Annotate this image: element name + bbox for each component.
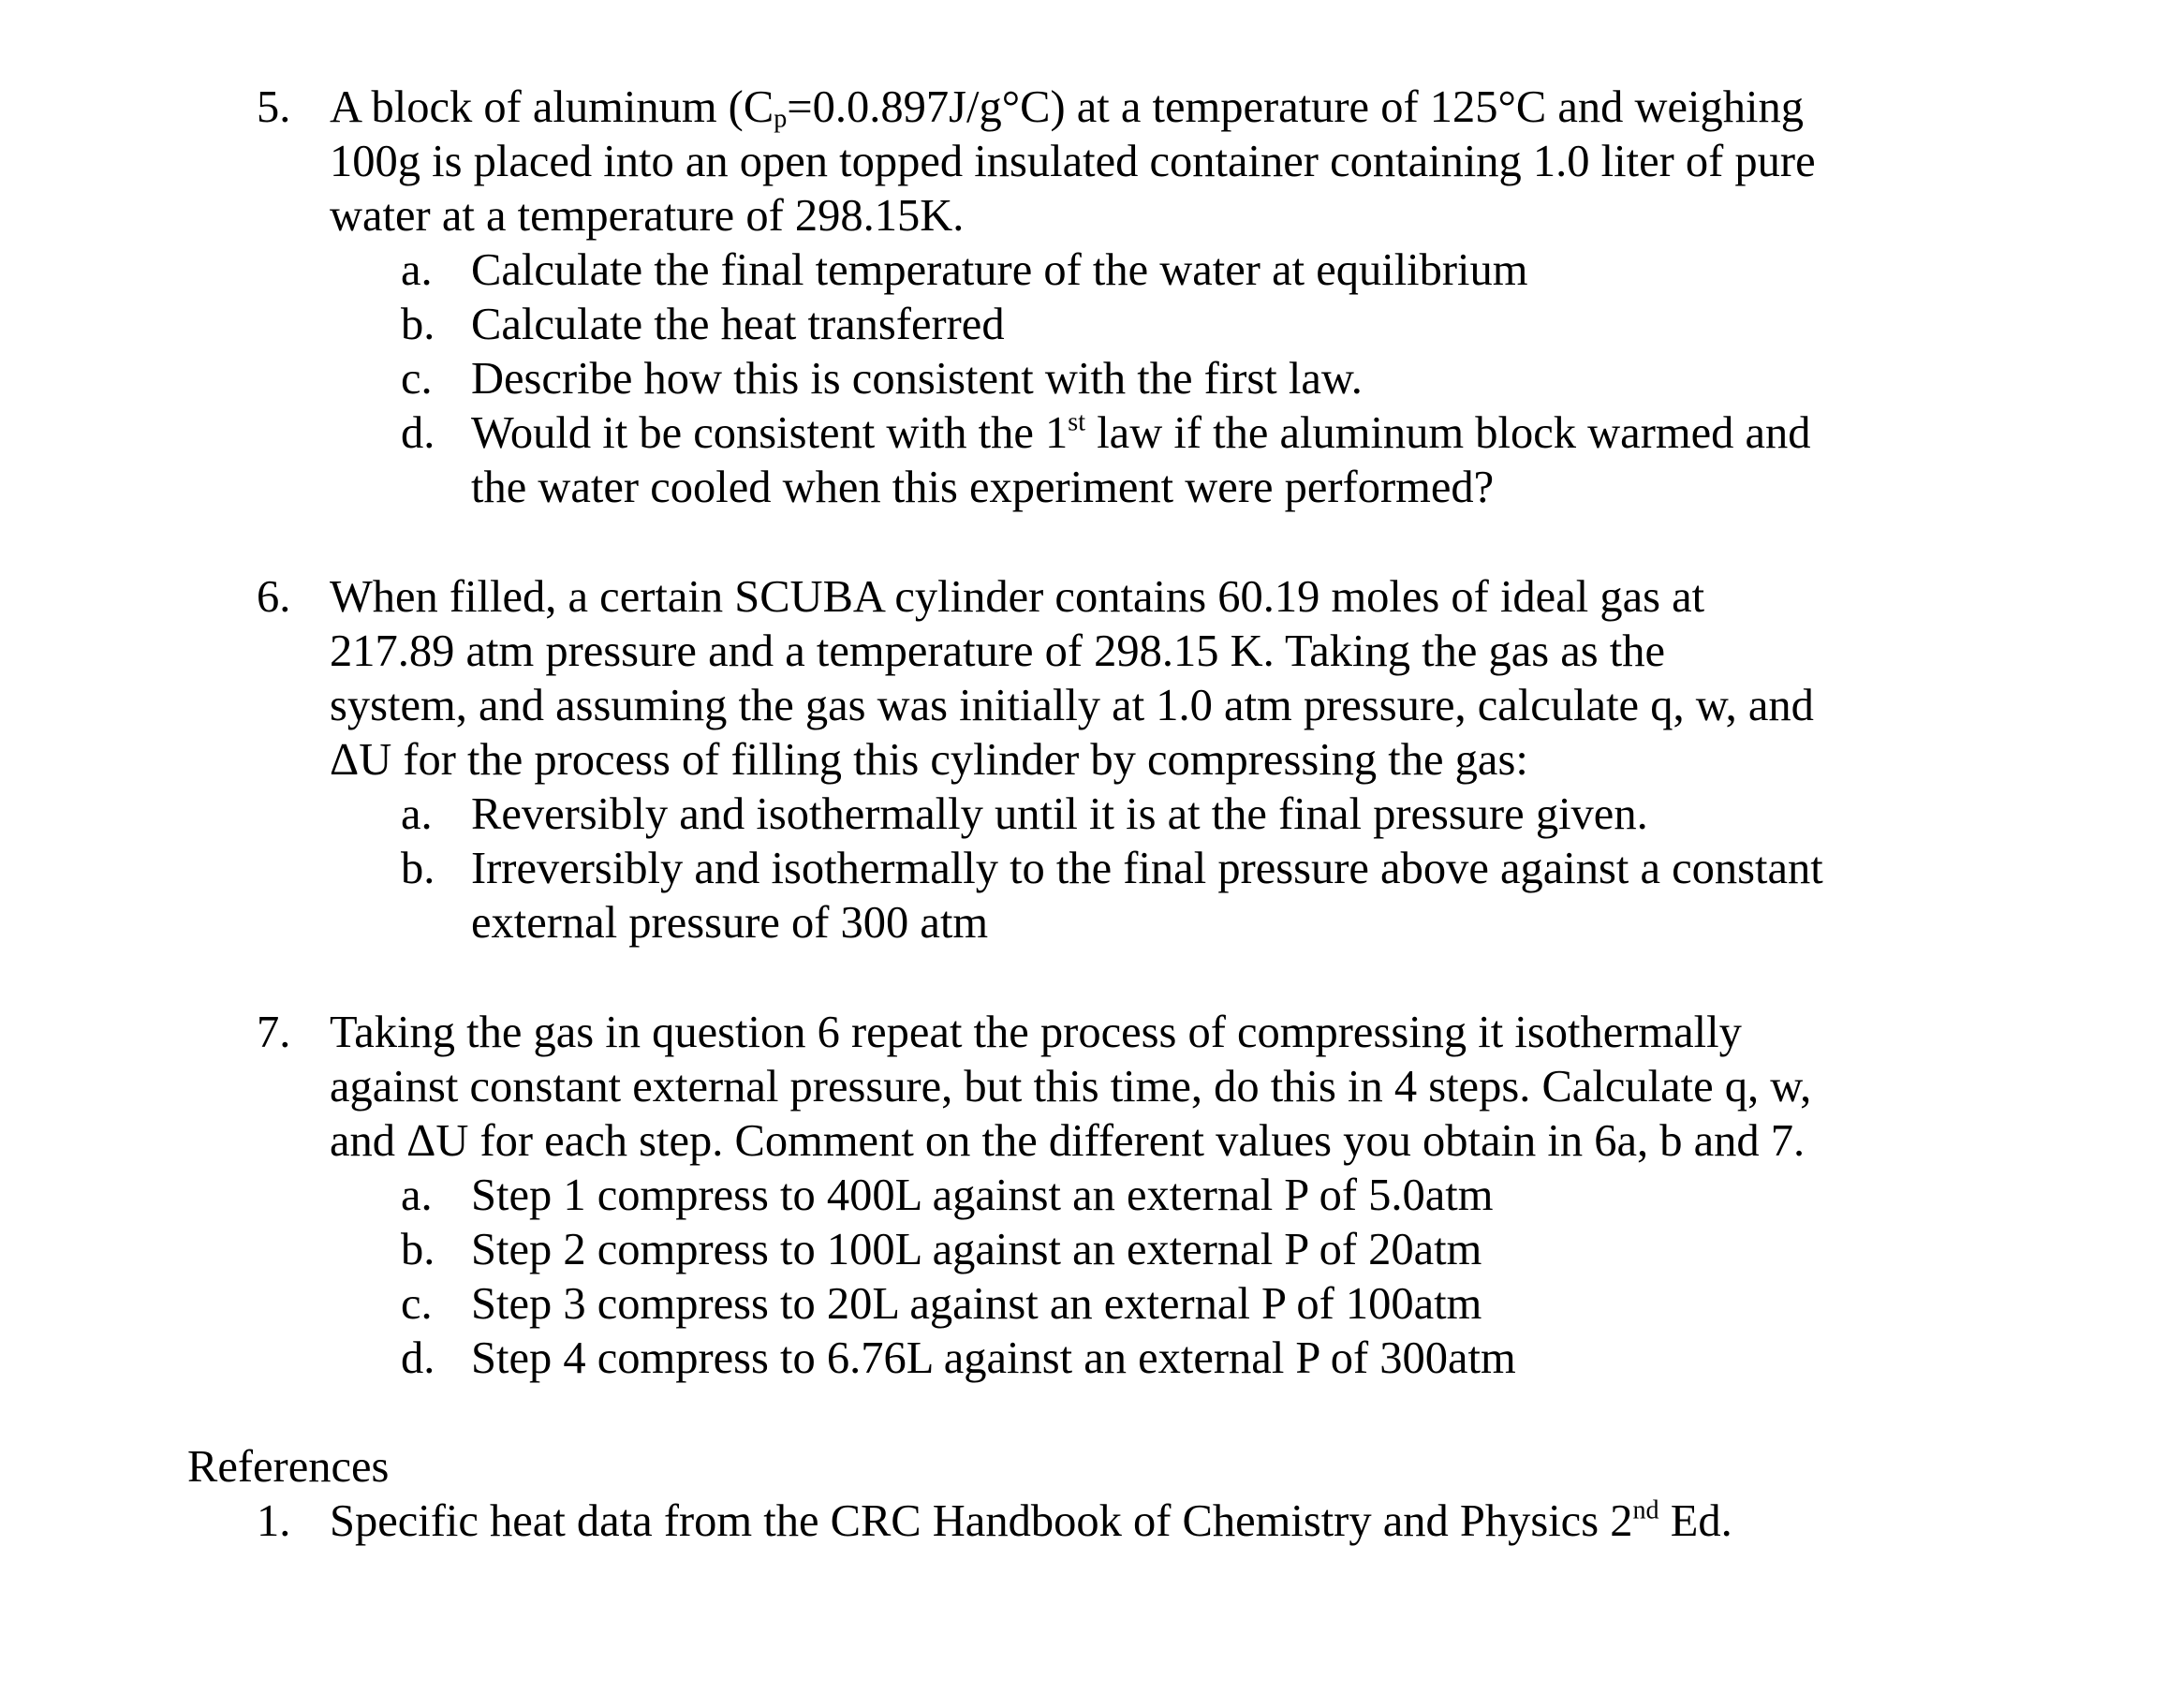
part-text: Calculate the heat transferred — [471, 300, 1005, 349]
part-letter: b. — [401, 1225, 435, 1274]
part-text: Describe how this is consistent with the first law. — [471, 354, 1363, 404]
question-number: 7. — [257, 1008, 291, 1057]
reference-number: 1. — [257, 1496, 291, 1546]
question-text-line: A block of aluminum $(C_p=0.0.897J/g^\circ C)$ at a temperature of 125°C and weighing — [330, 82, 1805, 134]
part-letter: c. — [401, 1279, 433, 1329]
part-text: Reversibly and isothermally until it is at the final pressure given. — [471, 789, 1648, 839]
part-text: Would it be consistent with the 1st law if the aluminum block warmed and — [471, 407, 1811, 458]
reference-text: Specific heat data from the CRC Handbook of Chemistry and Physics 2nd Ed. — [330, 1495, 1732, 1546]
part-letter: d. — [401, 408, 435, 458]
part-letter: b. — [401, 844, 435, 893]
part-text: external pressure of 300 atm — [471, 898, 989, 948]
part-text: the water cooled when this experiment were performed? — [471, 463, 1495, 512]
question-text-line: and ΔU for each step. Comment on the different values you obtain in 6a, b and 7. — [330, 1116, 1806, 1166]
question-text-line: water at a temperature of 298.15K. — [330, 191, 965, 241]
question-number: 6. — [257, 572, 291, 622]
part-letter: a. — [401, 1171, 433, 1220]
references-heading: References — [187, 1442, 390, 1492]
part-letter: b. — [401, 300, 435, 349]
question-text-line: ΔU for the process of filling this cylinder by compressing the gas: — [330, 735, 1528, 785]
part-letter: a. — [401, 245, 433, 295]
part-text: Step 1 compress to 400L against an external P of 5.0atm — [471, 1171, 1494, 1220]
part-text: Step 3 compress to 20L against an external P of 100atm — [471, 1279, 1482, 1329]
question-text-line: 217.89 atm pressure and a temperature of 298.15 K. Taking the gas as the — [330, 626, 1666, 676]
question-text-line: system, and assuming the gas was initially at 1.0 atm pressure, calculate q, w, and — [330, 681, 1814, 730]
part-text: Step 4 compress to 6.76L against an external P of 300atm — [471, 1333, 1516, 1383]
part-letter: c. — [401, 354, 433, 404]
question-text-line: against constant external pressure, but this time, do this in 4 steps. Calculate q, w, — [330, 1062, 1812, 1112]
part-text: Step 2 compress to 100L against an external P of 20atm — [471, 1225, 1482, 1274]
question-number: 5. — [257, 82, 291, 132]
part-text: Irreversibly and isothermally to the final pressure above against a constant — [471, 844, 1823, 893]
part-text: Calculate the final temperature of the water at equilibrium — [471, 245, 1528, 295]
question-text-line: When filled, a certain SCUBA cylinder contains 60.19 moles of ideal gas at — [330, 572, 1705, 622]
part-letter: a. — [401, 789, 433, 839]
question-text-line: 100g is placed into an open topped insulated container containing 1.0 liter of pure — [330, 137, 1816, 186]
part-letter: d. — [401, 1333, 435, 1383]
question-text-line: Taking the gas in question 6 repeat the process of compressing it isothermally — [330, 1008, 1742, 1057]
